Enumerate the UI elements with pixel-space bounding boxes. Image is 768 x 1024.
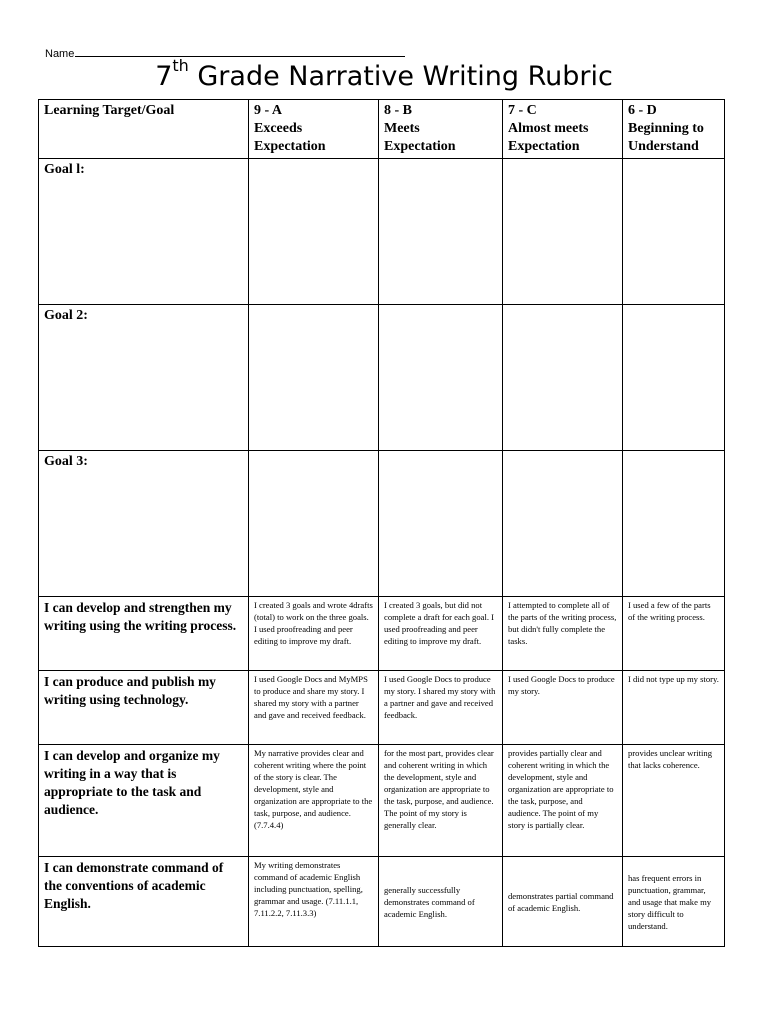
goal-3-cell-b[interactable] xyxy=(379,451,503,597)
header-target-label: Learning Target/Goal xyxy=(44,103,175,118)
goal-3-cell-c[interactable] xyxy=(503,451,623,597)
header-level-a xyxy=(249,100,379,159)
level-d-line2: Understand xyxy=(628,139,699,154)
title-superscript: th xyxy=(172,56,189,75)
criteria-cell: I created 3 goals and wrote 4drafts (total) to work on the three goals. I used proofreading and peer editing to improve my draft. xyxy=(249,597,379,671)
goal-row-3 xyxy=(39,451,725,597)
goal-2-label: Goal 2: xyxy=(39,305,249,451)
level-d-line1: Beginning to xyxy=(628,121,704,136)
criteria-row-conventions xyxy=(39,857,725,947)
level-c-line1: Almost meets xyxy=(508,121,589,136)
goal-3-cell-a[interactable] xyxy=(249,451,379,597)
header-level-c xyxy=(503,100,623,159)
header-level-b xyxy=(379,100,503,159)
target-writing-process: I can develop and strengthen my writing using the writing process. xyxy=(39,597,249,671)
level-c-code: 7 - C xyxy=(508,103,537,118)
title-number: 7 xyxy=(155,61,173,92)
level-c-line2: Expectation xyxy=(508,139,580,154)
header-target xyxy=(39,100,249,159)
criteria-cell: provides partially clear and coherent writing in which the development, style and organization are appropriate to the task, purpose, and audience. The point of my story is partially clear. xyxy=(503,745,623,857)
level-a-line1: Exceeds xyxy=(254,121,303,136)
target-organization: I can develop and organize my writing in a way that is appropriate to the task and audience. xyxy=(39,745,249,857)
goal-1-cell-b[interactable] xyxy=(379,159,503,305)
criteria-cell: My writing demonstrates command of academic English including punctuation, spelling, grammar and usage. (7.11.1.1, 7.11.2.2, 7.11.3.3) xyxy=(249,857,379,947)
goal-3-cell-d[interactable] xyxy=(623,451,725,597)
criteria-cell: has frequent errors in punctuation, grammar, and usage that make my story difficult to understand. xyxy=(623,857,725,947)
goal-2-cell-a[interactable] xyxy=(249,305,379,451)
criteria-row-writing-process xyxy=(39,597,725,671)
level-b-line2: Expectation xyxy=(384,139,456,154)
criteria-cell: I did not type up my story. xyxy=(623,671,725,745)
criteria-cell: I used Google Docs to produce my story. I shared my story with a partner and gave and received feedback. xyxy=(379,671,503,745)
criteria-cell: for the most part, provides clear and coherent writing in which the development, style and organization are appropriate to the task, purpose, and audience. The point of my story is generally clear. xyxy=(379,745,503,857)
criteria-cell: I used a few of the parts of the writing process. xyxy=(623,597,725,671)
criteria-cell: I used Google Docs and MyMPS to produce and share my story. I shared my story with a partner and gave and received feedback. xyxy=(249,671,379,745)
goal-1-cell-a[interactable] xyxy=(249,159,379,305)
level-a-line2: Expectation xyxy=(254,139,326,154)
page-title xyxy=(0,56,768,92)
goal-1-cell-c[interactable] xyxy=(503,159,623,305)
criteria-row-technology xyxy=(39,671,725,745)
criteria-cell: I attempted to complete all of the parts of the writing process, but didn't fully complete the tasks. xyxy=(503,597,623,671)
criteria-cell: My narrative provides clear and coherent writing where the point of the story is clear. The development, style and organization are appropriate to the task, purpose, and audience. (7.7.4.4) xyxy=(249,745,379,857)
criteria-cell: demonstrates partial command of academic English. xyxy=(503,857,623,947)
header-row xyxy=(39,100,725,159)
criteria-cell: provides unclear writing that lacks coherence. xyxy=(623,745,725,857)
level-b-code: 8 - B xyxy=(384,103,412,118)
level-b-line1: Meets xyxy=(384,121,420,136)
criteria-cell: I created 3 goals, but did not complete a draft for each goal. I used proofreading and peer editing to improve my draft. xyxy=(379,597,503,671)
rubric-table xyxy=(38,99,725,947)
title-text: Grade Narrative Writing Rubric xyxy=(188,61,613,92)
goal-2-cell-b[interactable] xyxy=(379,305,503,451)
criteria-cell: generally successfully demonstrates command of academic English. xyxy=(379,857,503,947)
criteria-row-organization xyxy=(39,745,725,857)
goal-3-label: Goal 3: xyxy=(39,451,249,597)
goal-1-label: Goal l: xyxy=(39,159,249,305)
name-label: Name xyxy=(45,48,75,60)
goal-1-cell-d[interactable] xyxy=(623,159,725,305)
level-a-code: 9 - A xyxy=(254,103,282,118)
goal-2-cell-c[interactable] xyxy=(503,305,623,451)
name-blank-line[interactable] xyxy=(75,46,405,57)
goal-2-cell-d[interactable] xyxy=(623,305,725,451)
target-technology: I can produce and publish my writing using technology. xyxy=(39,671,249,745)
name-field-label xyxy=(45,46,405,60)
goal-row-2 xyxy=(39,305,725,451)
goal-row-1 xyxy=(39,159,725,305)
target-conventions: I can demonstrate command of the conventions of academic English. xyxy=(39,857,249,947)
criteria-cell: I used Google Docs to produce my story. xyxy=(503,671,623,745)
header-level-d xyxy=(623,100,725,159)
level-d-code: 6 - D xyxy=(628,103,657,118)
